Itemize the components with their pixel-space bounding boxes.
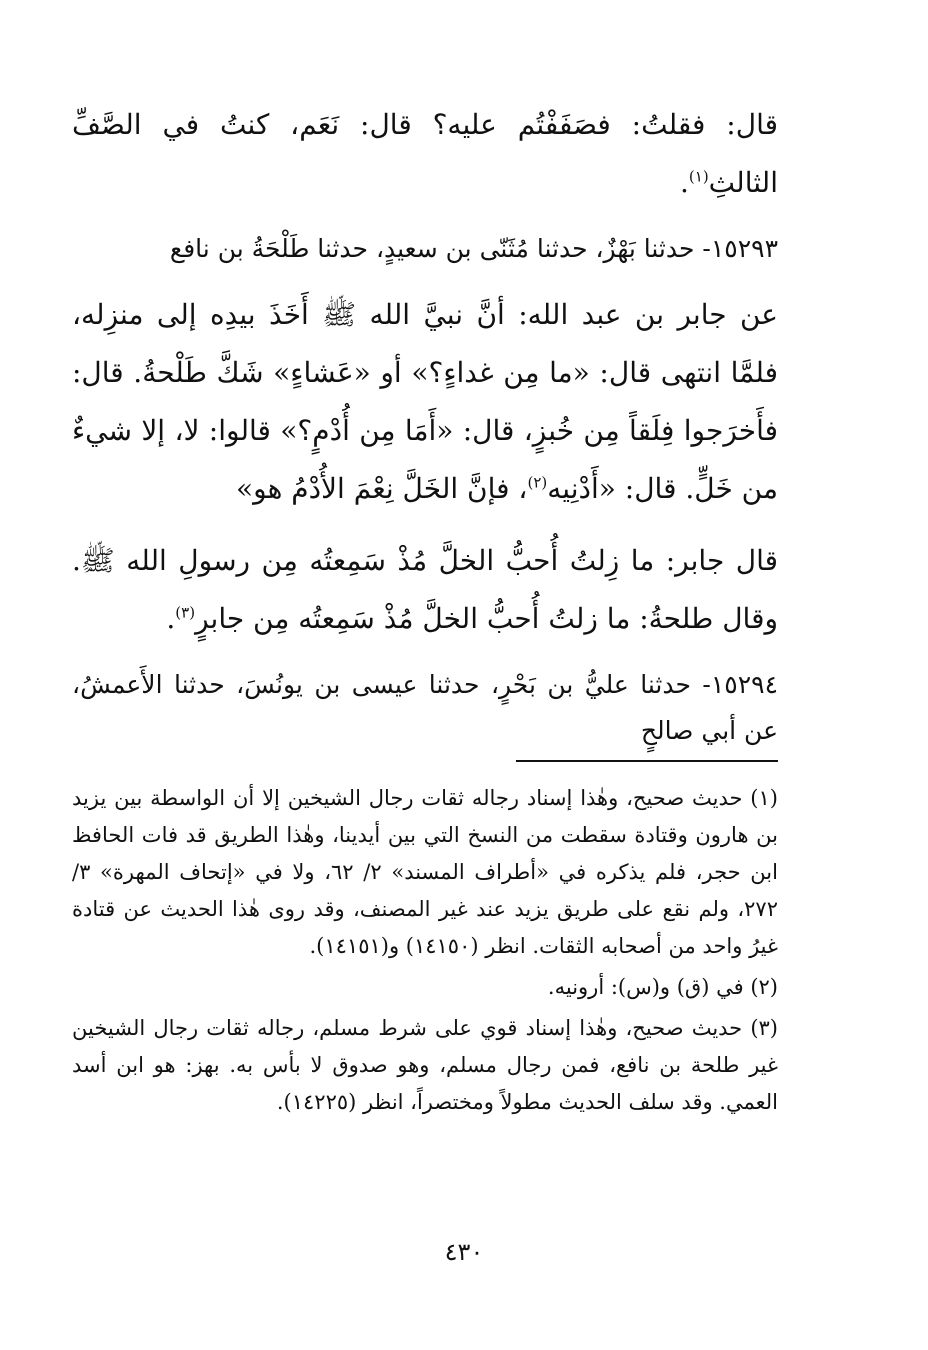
- hadith-15294-heading: ١٥٢٩٤- حدثنا عليُّ بن بَحْرٍ، حدثنا عيسى بن يونُسَ، حدثنا الأَعمشُ، عن أبي صالحٍ: [72, 670, 778, 745]
- paragraph-1-end: .: [679, 166, 689, 199]
- footnote-2: (٢) في (ق) و(س): أرونيه.: [547, 975, 778, 999]
- footnotes: [72, 780, 778, 1121]
- footnote-1: (١) حديث صحيح، وهٰذا إسناد رجاله ثقات رجال الشيخين إلا أن الواسطة بين يزيد بن هارون وقتادة سقطت من النسخ التي بين أيدينا، وهٰذا الطريق قد فات الحافظ ابن حجر، فلم يذكره في «أطراف المسند» ٢/ ٦٢، ولا في «إتحاف المهرة» ٣/ ٢٧٢، ولم نقع على طريق يزيد عند غير المصنف، وقد روى هٰذا الحديث عن قتادة غيرُ واحد من أصحابه الثقات. انظر (١٤١٥٠) و(١٤١٥١).: [72, 786, 778, 958]
- paragraph-3-end: .: [166, 602, 176, 635]
- paragraph-3-text: قال جابر: ما زِلتُ أُحبُّ الخلَّ مُذْ سَمِعتُه مِن رسولِ الله ﷺ. وقال طلحةُ: ما زلتُ أُحبُّ الخلَّ مُذْ سَمِعتُه مِن جابرٍ: [72, 544, 778, 635]
- footnote-marker-1: (١): [688, 167, 709, 186]
- main-text: [72, 96, 778, 754]
- footnote-3: (٣) حديث صحيح، وهٰذا إسناد قوي على شرط مسلم، رجاله ثقات رجال الشيخين غير طلحة بن نافع، فمن رجال مسلم، وهو صدوق لا بأس به. بهز: هو ابن أسد العمي. وقد سلف الحديث مطولاً ومختصراً، انظر (١٤٢٢٥).: [72, 1016, 778, 1114]
- footnote-marker-3: (٣): [175, 603, 196, 622]
- footnote-marker-2: (٢): [527, 473, 548, 492]
- paragraph-3: [72, 532, 778, 648]
- hadith-15293-heading: ١٥٢٩٣- حدثنا بَهْزٌ، حدثنا مُثَنّى بن سعيدٍ، حدثنا طَلْحَةُ بن نافع: [169, 234, 778, 263]
- paragraph-1-text: قال: فقلتُ: فصَفَفْتُم عليه؟ قال: نَعَم، كنتُ في الصَّفِّ الثالثِ: [72, 108, 778, 199]
- paragraph-2-text-end: ، فإنَّ الخَلَّ نِعْمَ الأُدْمُ هو»: [235, 472, 528, 505]
- paragraph-1: [72, 96, 778, 212]
- footnote-separator: [516, 760, 778, 762]
- page-number: ٤٣٠: [444, 1238, 484, 1266]
- paragraph-2-text: عن جابر بن عبد الله: أنَّ نبيَّ الله ﷺ أَخَذَ بيدِه إلى منزِله، فلمَّا انتهى قال: «ما مِن غداءٍ؟» أو «عَشاءٍ» شَكَّ طَلْحةُ. قال: فأَخرَجوا فِلَقاً مِن خُبزٍ، قال: «أَمَا مِن أُدْمٍ؟» قالوا: لا، إلا شيءٌ من خَلٍّ. قال: «أَدْنِيه: [72, 298, 778, 505]
- paragraph-2: [72, 286, 778, 518]
